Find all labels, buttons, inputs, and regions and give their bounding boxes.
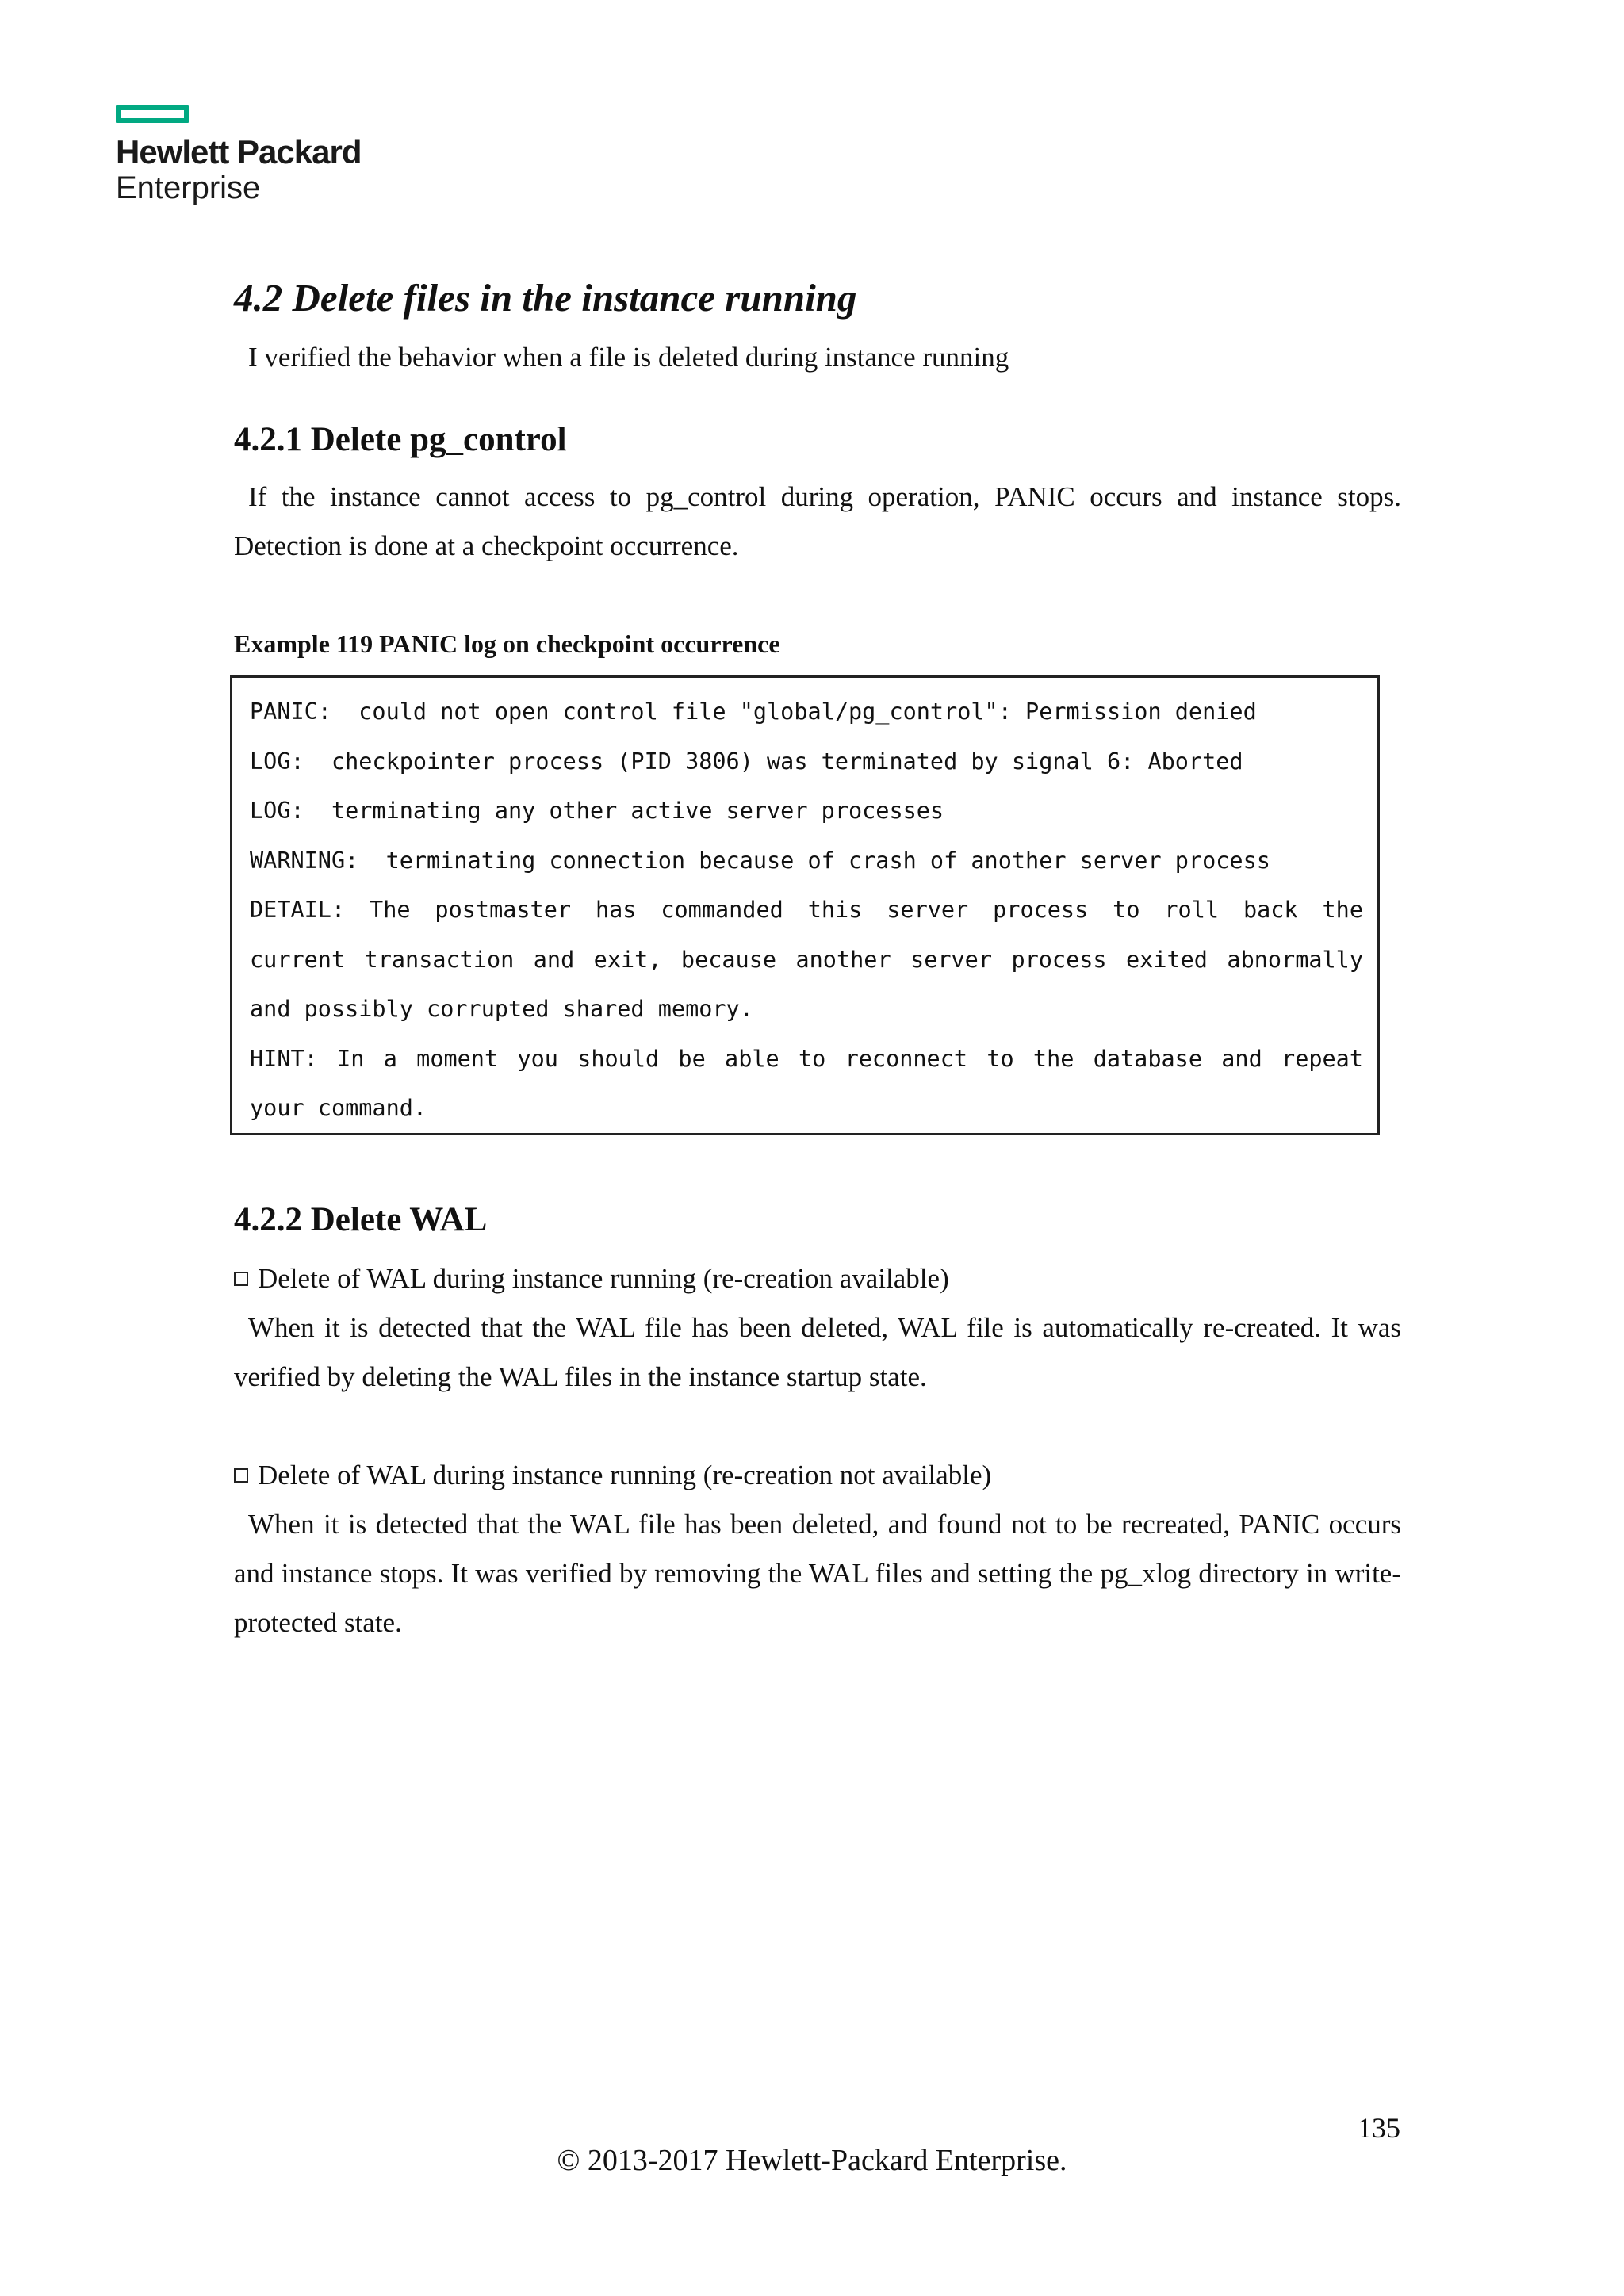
logo-text-line2: Enterprise bbox=[116, 170, 261, 205]
code-line: and possibly corrupted shared memory. bbox=[250, 996, 753, 1022]
code-line: LOG: checkpointer process (PID 3806) was terminated by signal 6: Aborted bbox=[250, 748, 1243, 775]
code-block bbox=[230, 675, 1380, 1135]
logo-bar-icon bbox=[116, 105, 189, 123]
wal-item1-heading-text: Delete of WAL during instance running (re-creation available) bbox=[258, 1263, 949, 1294]
code-line: HINT: In a moment you should be able to reconnect to the database and repeat bbox=[250, 1045, 1363, 1072]
subsection-title-wal: 4.2.2 Delete WAL bbox=[234, 1201, 488, 1238]
logo-text-line1: Hewlett Packard bbox=[116, 133, 362, 170]
code-line: PANIC: could not open control file "global/pg_control": Permission denied bbox=[250, 698, 1257, 725]
wal-item2-heading-text: Delete of WAL during instance running (re-creation not available) bbox=[258, 1460, 992, 1490]
code-line: LOG: terminating any other active server processes bbox=[250, 798, 944, 824]
wal-item1-heading bbox=[234, 1254, 1401, 1303]
company-logo bbox=[116, 105, 361, 205]
code-line: your command. bbox=[250, 1095, 427, 1121]
section-title: 4.2 Delete files in the instance running bbox=[234, 276, 857, 320]
code-line: DETAIL: The postmaster has commanded this server process to roll back the bbox=[250, 897, 1363, 923]
footer-copyright: © 2013-2017 Hewlett-Packard Enterprise. bbox=[557, 2144, 1067, 2177]
wal-item2-text: When it is detected that the WAL file has been deleted, and found not to be recreated, PANIC occurs and instance stops. It was verified by removing the WAL files and setting the pg_xlog directory in write-protected state. bbox=[234, 1509, 1401, 1638]
wal-item2-heading bbox=[234, 1451, 1401, 1500]
subsection-title-pg-control: 4.2.1 Delete pg_control bbox=[234, 421, 567, 458]
checkbox-bullet-icon bbox=[234, 1272, 248, 1286]
code-line: current transaction and exit, because another server process exited abnormally bbox=[250, 946, 1363, 973]
code-line: WARNING: terminating connection because of crash of another server process bbox=[250, 847, 1270, 874]
example-caption: Example 119 PANIC log on checkpoint occurrence bbox=[234, 629, 780, 658]
page-number: 135 bbox=[1358, 2112, 1400, 2144]
pg-control-paragraph: If the instance cannot access to pg_control during operation, PANIC occurs and instance stops. Detection is done at a checkpoint occurrence. bbox=[234, 481, 1401, 561]
section-intro: I verified the behavior when a file is deleted during instance running bbox=[248, 342, 1009, 373]
checkbox-bullet-icon bbox=[234, 1468, 248, 1483]
wal-item1-text: When it is detected that the WAL file has been deleted, WAL file is automatically re-created. It was verified by deleting the WAL files in the instance startup state. bbox=[234, 1312, 1401, 1392]
